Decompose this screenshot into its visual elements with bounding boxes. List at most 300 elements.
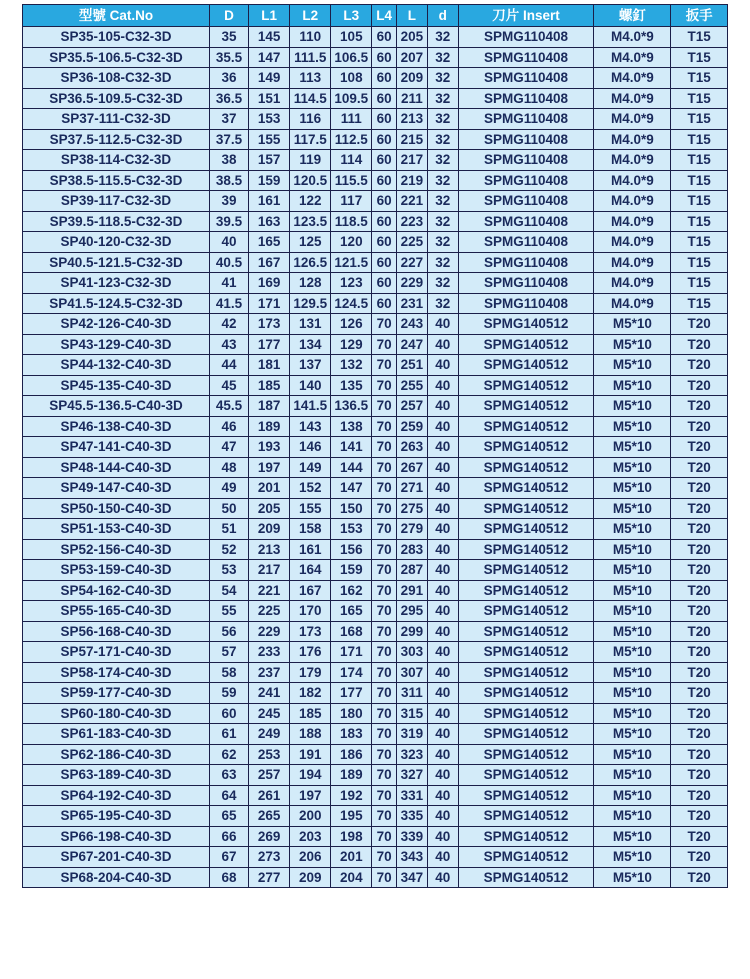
cell-cat-no: SP35-105-C32-3D [23, 27, 210, 48]
cell-l1: 159 [249, 170, 290, 191]
cell-cat-no: SP56-168-C40-3D [23, 621, 210, 642]
cell-l3: 171 [331, 642, 372, 663]
cell-l3: 124.5 [331, 293, 372, 314]
cell-cat-no: SP44-132-C40-3D [23, 355, 210, 376]
cell-cat-no: SP63-189-C40-3D [23, 765, 210, 786]
table-row [23, 293, 728, 314]
cell-l1: 249 [249, 724, 290, 745]
column-header-l-length: L [397, 5, 428, 27]
cell-d-diameter: 39.5 [210, 211, 249, 232]
cell-insert: SPMG140512 [458, 580, 594, 601]
cell-l1: 181 [249, 355, 290, 376]
cell-l1: 253 [249, 744, 290, 765]
cell-l-length: 221 [397, 191, 428, 212]
cell-d-shank: 40 [427, 375, 458, 396]
cell-screw: M5*10 [594, 765, 671, 786]
cell-screw: M5*10 [594, 355, 671, 376]
cell-l3: 156 [331, 539, 372, 560]
cell-l-length: 205 [397, 27, 428, 48]
table-body [23, 27, 728, 888]
cell-l2: 126.5 [290, 252, 331, 273]
cell-insert: SPMG140512 [458, 334, 594, 355]
table-row [23, 642, 728, 663]
cell-l3: 168 [331, 621, 372, 642]
table-row [23, 703, 728, 724]
cell-d-diameter: 62 [210, 744, 249, 765]
cell-screw: M4.0*9 [594, 191, 671, 212]
cell-d-shank: 40 [427, 621, 458, 642]
cell-l2: 155 [290, 498, 331, 519]
table-row [23, 252, 728, 273]
cell-wrench: T20 [671, 847, 728, 868]
cell-d-shank: 32 [427, 109, 458, 130]
cell-l-length: 275 [397, 498, 428, 519]
cell-l1: 163 [249, 211, 290, 232]
cell-cat-no: SP51-153-C40-3D [23, 519, 210, 540]
cell-l-length: 207 [397, 47, 428, 68]
table-row [23, 396, 728, 417]
cell-screw: M5*10 [594, 580, 671, 601]
cell-d-shank: 40 [427, 724, 458, 745]
column-header-cat-no: 型號 Cat.No [23, 5, 210, 27]
cell-d-shank: 40 [427, 744, 458, 765]
cell-insert: SPMG140512 [458, 416, 594, 437]
cell-l3: 111 [331, 109, 372, 130]
cell-screw: M4.0*9 [594, 170, 671, 191]
cell-wrench: T20 [671, 498, 728, 519]
cell-l4: 70 [372, 642, 397, 663]
cell-l-length: 323 [397, 744, 428, 765]
cell-d-shank: 40 [427, 539, 458, 560]
cell-l4: 70 [372, 724, 397, 745]
cell-l4: 60 [372, 252, 397, 273]
column-header-l4: L4 [372, 5, 397, 27]
cell-cat-no: SP38.5-115.5-C32-3D [23, 170, 210, 191]
cell-insert: SPMG110408 [458, 211, 594, 232]
cell-screw: M5*10 [594, 519, 671, 540]
cell-l4: 60 [372, 68, 397, 89]
cell-d-diameter: 35.5 [210, 47, 249, 68]
cell-screw: M5*10 [594, 457, 671, 478]
table-row [23, 457, 728, 478]
cell-screw: M4.0*9 [594, 109, 671, 130]
cell-l-length: 251 [397, 355, 428, 376]
cell-l3: 126 [331, 314, 372, 335]
cell-l2: 114.5 [290, 88, 331, 109]
cell-l4: 70 [372, 765, 397, 786]
cell-l4: 70 [372, 437, 397, 458]
cell-screw: M5*10 [594, 826, 671, 847]
cell-wrench: T15 [671, 68, 728, 89]
cell-l3: 138 [331, 416, 372, 437]
cell-screw: M4.0*9 [594, 232, 671, 253]
cell-d-shank: 40 [427, 416, 458, 437]
cell-wrench: T20 [671, 785, 728, 806]
cell-d-diameter: 53 [210, 560, 249, 581]
cell-wrench: T20 [671, 580, 728, 601]
cell-l-length: 347 [397, 867, 428, 888]
cell-d-shank: 32 [427, 88, 458, 109]
table-row [23, 129, 728, 150]
cell-l1: 205 [249, 498, 290, 519]
cell-d-diameter: 49 [210, 478, 249, 499]
cell-l3: 159 [331, 560, 372, 581]
cell-l3: 141 [331, 437, 372, 458]
cell-l3: 177 [331, 683, 372, 704]
cell-l-length: 263 [397, 437, 428, 458]
cell-d-shank: 40 [427, 683, 458, 704]
cell-l-length: 211 [397, 88, 428, 109]
table-header [23, 5, 728, 27]
cell-cat-no: SP37.5-112.5-C32-3D [23, 129, 210, 150]
table-row [23, 785, 728, 806]
cell-d-diameter: 47 [210, 437, 249, 458]
cell-l-length: 343 [397, 847, 428, 868]
cell-wrench: T20 [671, 396, 728, 417]
cell-l4: 70 [372, 396, 397, 417]
cell-cat-no: SP52-156-C40-3D [23, 539, 210, 560]
cell-cat-no: SP40.5-121.5-C32-3D [23, 252, 210, 273]
cell-l-length: 327 [397, 765, 428, 786]
table-row [23, 826, 728, 847]
cell-l4: 70 [372, 867, 397, 888]
cell-insert: SPMG110408 [458, 68, 594, 89]
cell-d-shank: 40 [427, 437, 458, 458]
cell-d-diameter: 40.5 [210, 252, 249, 273]
cell-screw: M5*10 [594, 416, 671, 437]
cell-wrench: T20 [671, 806, 728, 827]
table-row [23, 539, 728, 560]
cell-screw: M4.0*9 [594, 150, 671, 171]
cell-d-shank: 40 [427, 662, 458, 683]
table-row [23, 765, 728, 786]
cell-l2: 185 [290, 703, 331, 724]
cell-screw: M5*10 [594, 847, 671, 868]
table-row [23, 744, 728, 765]
cell-l3: 117 [331, 191, 372, 212]
cell-d-diameter: 44 [210, 355, 249, 376]
cell-cat-no: SP41-123-C32-3D [23, 273, 210, 294]
cell-screw: M5*10 [594, 806, 671, 827]
cell-insert: SPMG140512 [458, 539, 594, 560]
cell-d-diameter: 67 [210, 847, 249, 868]
cell-l4: 60 [372, 27, 397, 48]
cell-l1: 245 [249, 703, 290, 724]
cell-cat-no: SP59-177-C40-3D [23, 683, 210, 704]
cell-insert: SPMG140512 [458, 765, 594, 786]
cell-cat-no: SP55-165-C40-3D [23, 601, 210, 622]
cell-wrench: T20 [671, 560, 728, 581]
cell-insert: SPMG140512 [458, 806, 594, 827]
cell-l4: 70 [372, 826, 397, 847]
cell-l-length: 339 [397, 826, 428, 847]
cell-l3: 136.5 [331, 396, 372, 417]
cell-l3: 180 [331, 703, 372, 724]
column-header-wrench: 扳手 [671, 5, 728, 27]
cell-l1: 237 [249, 662, 290, 683]
table-row [23, 580, 728, 601]
cell-insert: SPMG140512 [458, 478, 594, 499]
cell-l-length: 223 [397, 211, 428, 232]
cell-wrench: T15 [671, 252, 728, 273]
cell-wrench: T20 [671, 355, 728, 376]
cell-l4: 70 [372, 457, 397, 478]
cell-insert: SPMG140512 [458, 519, 594, 540]
cell-d-diameter: 50 [210, 498, 249, 519]
cell-l3: 132 [331, 355, 372, 376]
cell-l4: 60 [372, 211, 397, 232]
cell-l1: 273 [249, 847, 290, 868]
cell-l2: 170 [290, 601, 331, 622]
cell-cat-no: SP43-129-C40-3D [23, 334, 210, 355]
cell-insert: SPMG110408 [458, 109, 594, 130]
cell-l2: 188 [290, 724, 331, 745]
cell-d-shank: 40 [427, 457, 458, 478]
cell-insert: SPMG140512 [458, 867, 594, 888]
cell-d-shank: 40 [427, 847, 458, 868]
table-row [23, 334, 728, 355]
cell-l2: 149 [290, 457, 331, 478]
cell-screw: M4.0*9 [594, 252, 671, 273]
cell-cat-no: SP46-138-C40-3D [23, 416, 210, 437]
cell-screw: M4.0*9 [594, 88, 671, 109]
cell-d-diameter: 39 [210, 191, 249, 212]
cell-l4: 70 [372, 580, 397, 601]
cell-l1: 171 [249, 293, 290, 314]
cell-cat-no: SP61-183-C40-3D [23, 724, 210, 745]
cell-l4: 60 [372, 170, 397, 191]
cell-l3: 165 [331, 601, 372, 622]
cell-l1: 213 [249, 539, 290, 560]
cell-l1: 157 [249, 150, 290, 171]
cell-cat-no: SP40-120-C32-3D [23, 232, 210, 253]
table-row [23, 724, 728, 745]
cell-d-shank: 40 [427, 601, 458, 622]
cell-d-shank: 32 [427, 252, 458, 273]
cell-l2: 120.5 [290, 170, 331, 191]
cell-wrench: T15 [671, 232, 728, 253]
cell-d-diameter: 65 [210, 806, 249, 827]
cell-cat-no: SP57-171-C40-3D [23, 642, 210, 663]
cell-cat-no: SP50-150-C40-3D [23, 498, 210, 519]
cell-l1: 209 [249, 519, 290, 540]
cell-l1: 187 [249, 396, 290, 417]
cell-d-shank: 32 [427, 129, 458, 150]
cell-l3: 192 [331, 785, 372, 806]
cell-d-diameter: 57 [210, 642, 249, 663]
cell-l4: 70 [372, 539, 397, 560]
cell-l3: 195 [331, 806, 372, 827]
table-row [23, 478, 728, 499]
cell-cat-no: SP45-135-C40-3D [23, 375, 210, 396]
cell-wrench: T20 [671, 703, 728, 724]
cell-l3: 204 [331, 867, 372, 888]
cell-d-diameter: 35 [210, 27, 249, 48]
cell-l2: 146 [290, 437, 331, 458]
cell-l-length: 247 [397, 334, 428, 355]
cell-l1: 269 [249, 826, 290, 847]
cell-l-length: 215 [397, 129, 428, 150]
cell-l2: 182 [290, 683, 331, 704]
cell-l1: 229 [249, 621, 290, 642]
cell-cat-no: SP36-108-C32-3D [23, 68, 210, 89]
cell-l1: 167 [249, 252, 290, 273]
table-row [23, 68, 728, 89]
cell-l1: 189 [249, 416, 290, 437]
cell-d-shank: 40 [427, 642, 458, 663]
cell-l1: 149 [249, 68, 290, 89]
table-row [23, 88, 728, 109]
cell-wrench: T20 [671, 416, 728, 437]
table-row [23, 273, 728, 294]
cell-l1: 153 [249, 109, 290, 130]
table-row [23, 601, 728, 622]
table-row [23, 191, 728, 212]
cell-d-shank: 32 [427, 232, 458, 253]
cell-l-length: 295 [397, 601, 428, 622]
cell-l4: 70 [372, 621, 397, 642]
cell-insert: SPMG140512 [458, 314, 594, 335]
cell-wrench: T20 [671, 519, 728, 540]
cell-l2: 197 [290, 785, 331, 806]
cell-d-diameter: 52 [210, 539, 249, 560]
cell-l1: 257 [249, 765, 290, 786]
cell-d-shank: 40 [427, 478, 458, 499]
cell-d-diameter: 55 [210, 601, 249, 622]
cell-d-shank: 32 [427, 211, 458, 232]
cell-insert: SPMG110408 [458, 170, 594, 191]
cell-l3: 186 [331, 744, 372, 765]
cell-l3: 174 [331, 662, 372, 683]
cell-cat-no: SP62-186-C40-3D [23, 744, 210, 765]
cell-wrench: T20 [671, 867, 728, 888]
cell-l2: 206 [290, 847, 331, 868]
cell-d-shank: 40 [427, 867, 458, 888]
cell-screw: M5*10 [594, 724, 671, 745]
cell-l1: 155 [249, 129, 290, 150]
cell-insert: SPMG140512 [458, 847, 594, 868]
table-row [23, 109, 728, 130]
cell-insert: SPMG140512 [458, 396, 594, 417]
cell-insert: SPMG140512 [458, 683, 594, 704]
cell-l-length: 231 [397, 293, 428, 314]
column-header-screw: 螺釘 [594, 5, 671, 27]
cell-l1: 225 [249, 601, 290, 622]
cell-cat-no: SP42-126-C40-3D [23, 314, 210, 335]
cell-insert: SPMG140512 [458, 621, 594, 642]
cell-d-shank: 40 [427, 355, 458, 376]
cell-d-diameter: 60 [210, 703, 249, 724]
cell-l3: 114 [331, 150, 372, 171]
cell-wrench: T20 [671, 642, 728, 663]
cell-screw: M4.0*9 [594, 273, 671, 294]
table-row [23, 355, 728, 376]
table-row [23, 437, 728, 458]
cell-l-length: 319 [397, 724, 428, 745]
cell-screw: M5*10 [594, 662, 671, 683]
cell-l-length: 291 [397, 580, 428, 601]
cell-screw: M5*10 [594, 437, 671, 458]
cell-l1: 265 [249, 806, 290, 827]
cell-l4: 70 [372, 478, 397, 499]
cell-screw: M4.0*9 [594, 68, 671, 89]
cell-d-diameter: 38 [210, 150, 249, 171]
cell-l2: 191 [290, 744, 331, 765]
cell-d-shank: 40 [427, 314, 458, 335]
cell-wrench: T20 [671, 683, 728, 704]
cell-insert: SPMG110408 [458, 129, 594, 150]
cell-l4: 70 [372, 785, 397, 806]
cell-l2: 117.5 [290, 129, 331, 150]
cell-d-shank: 40 [427, 826, 458, 847]
cell-screw: M5*10 [594, 703, 671, 724]
cell-d-shank: 32 [427, 68, 458, 89]
cell-wrench: T15 [671, 191, 728, 212]
cell-insert: SPMG140512 [458, 642, 594, 663]
cell-insert: SPMG140512 [458, 560, 594, 581]
cell-screw: M5*10 [594, 396, 671, 417]
cell-cat-no: SP39.5-118.5-C32-3D [23, 211, 210, 232]
cell-l2: 110 [290, 27, 331, 48]
cell-l2: 164 [290, 560, 331, 581]
cell-cat-no: SP58-174-C40-3D [23, 662, 210, 683]
spec-table-container [22, 4, 728, 888]
cell-insert: SPMG140512 [458, 437, 594, 458]
cell-insert: SPMG140512 [458, 601, 594, 622]
cell-cat-no: SP39-117-C32-3D [23, 191, 210, 212]
cell-cat-no: SP54-162-C40-3D [23, 580, 210, 601]
cell-insert: SPMG140512 [458, 375, 594, 396]
table-row [23, 170, 728, 191]
cell-wrench: T15 [671, 293, 728, 314]
cell-screw: M5*10 [594, 744, 671, 765]
cell-l3: 118.5 [331, 211, 372, 232]
cell-d-diameter: 36.5 [210, 88, 249, 109]
cell-wrench: T15 [671, 170, 728, 191]
cell-screw: M5*10 [594, 683, 671, 704]
cell-l-length: 259 [397, 416, 428, 437]
cell-d-shank: 40 [427, 334, 458, 355]
cell-l4: 60 [372, 88, 397, 109]
cell-wrench: T15 [671, 27, 728, 48]
cell-d-shank: 40 [427, 580, 458, 601]
cell-l4: 60 [372, 47, 397, 68]
table-row [23, 806, 728, 827]
cell-wrench: T20 [671, 744, 728, 765]
cell-d-shank: 40 [427, 560, 458, 581]
cell-insert: SPMG110408 [458, 191, 594, 212]
cell-l3: 115.5 [331, 170, 372, 191]
cell-l4: 60 [372, 293, 397, 314]
cell-cat-no: SP65-195-C40-3D [23, 806, 210, 827]
cell-l4: 60 [372, 129, 397, 150]
cell-cat-no: SP48-144-C40-3D [23, 457, 210, 478]
cell-d-diameter: 54 [210, 580, 249, 601]
cell-l4: 60 [372, 150, 397, 171]
cell-l-length: 335 [397, 806, 428, 827]
column-header-l1: L1 [249, 5, 290, 27]
cell-l4: 70 [372, 375, 397, 396]
cell-l3: 129 [331, 334, 372, 355]
cell-insert: SPMG110408 [458, 232, 594, 253]
cell-screw: M5*10 [594, 314, 671, 335]
table-row [23, 47, 728, 68]
cell-l-length: 307 [397, 662, 428, 683]
cell-screw: M5*10 [594, 621, 671, 642]
header-row [23, 5, 728, 27]
cell-insert: SPMG140512 [458, 457, 594, 478]
cell-d-shank: 32 [427, 293, 458, 314]
